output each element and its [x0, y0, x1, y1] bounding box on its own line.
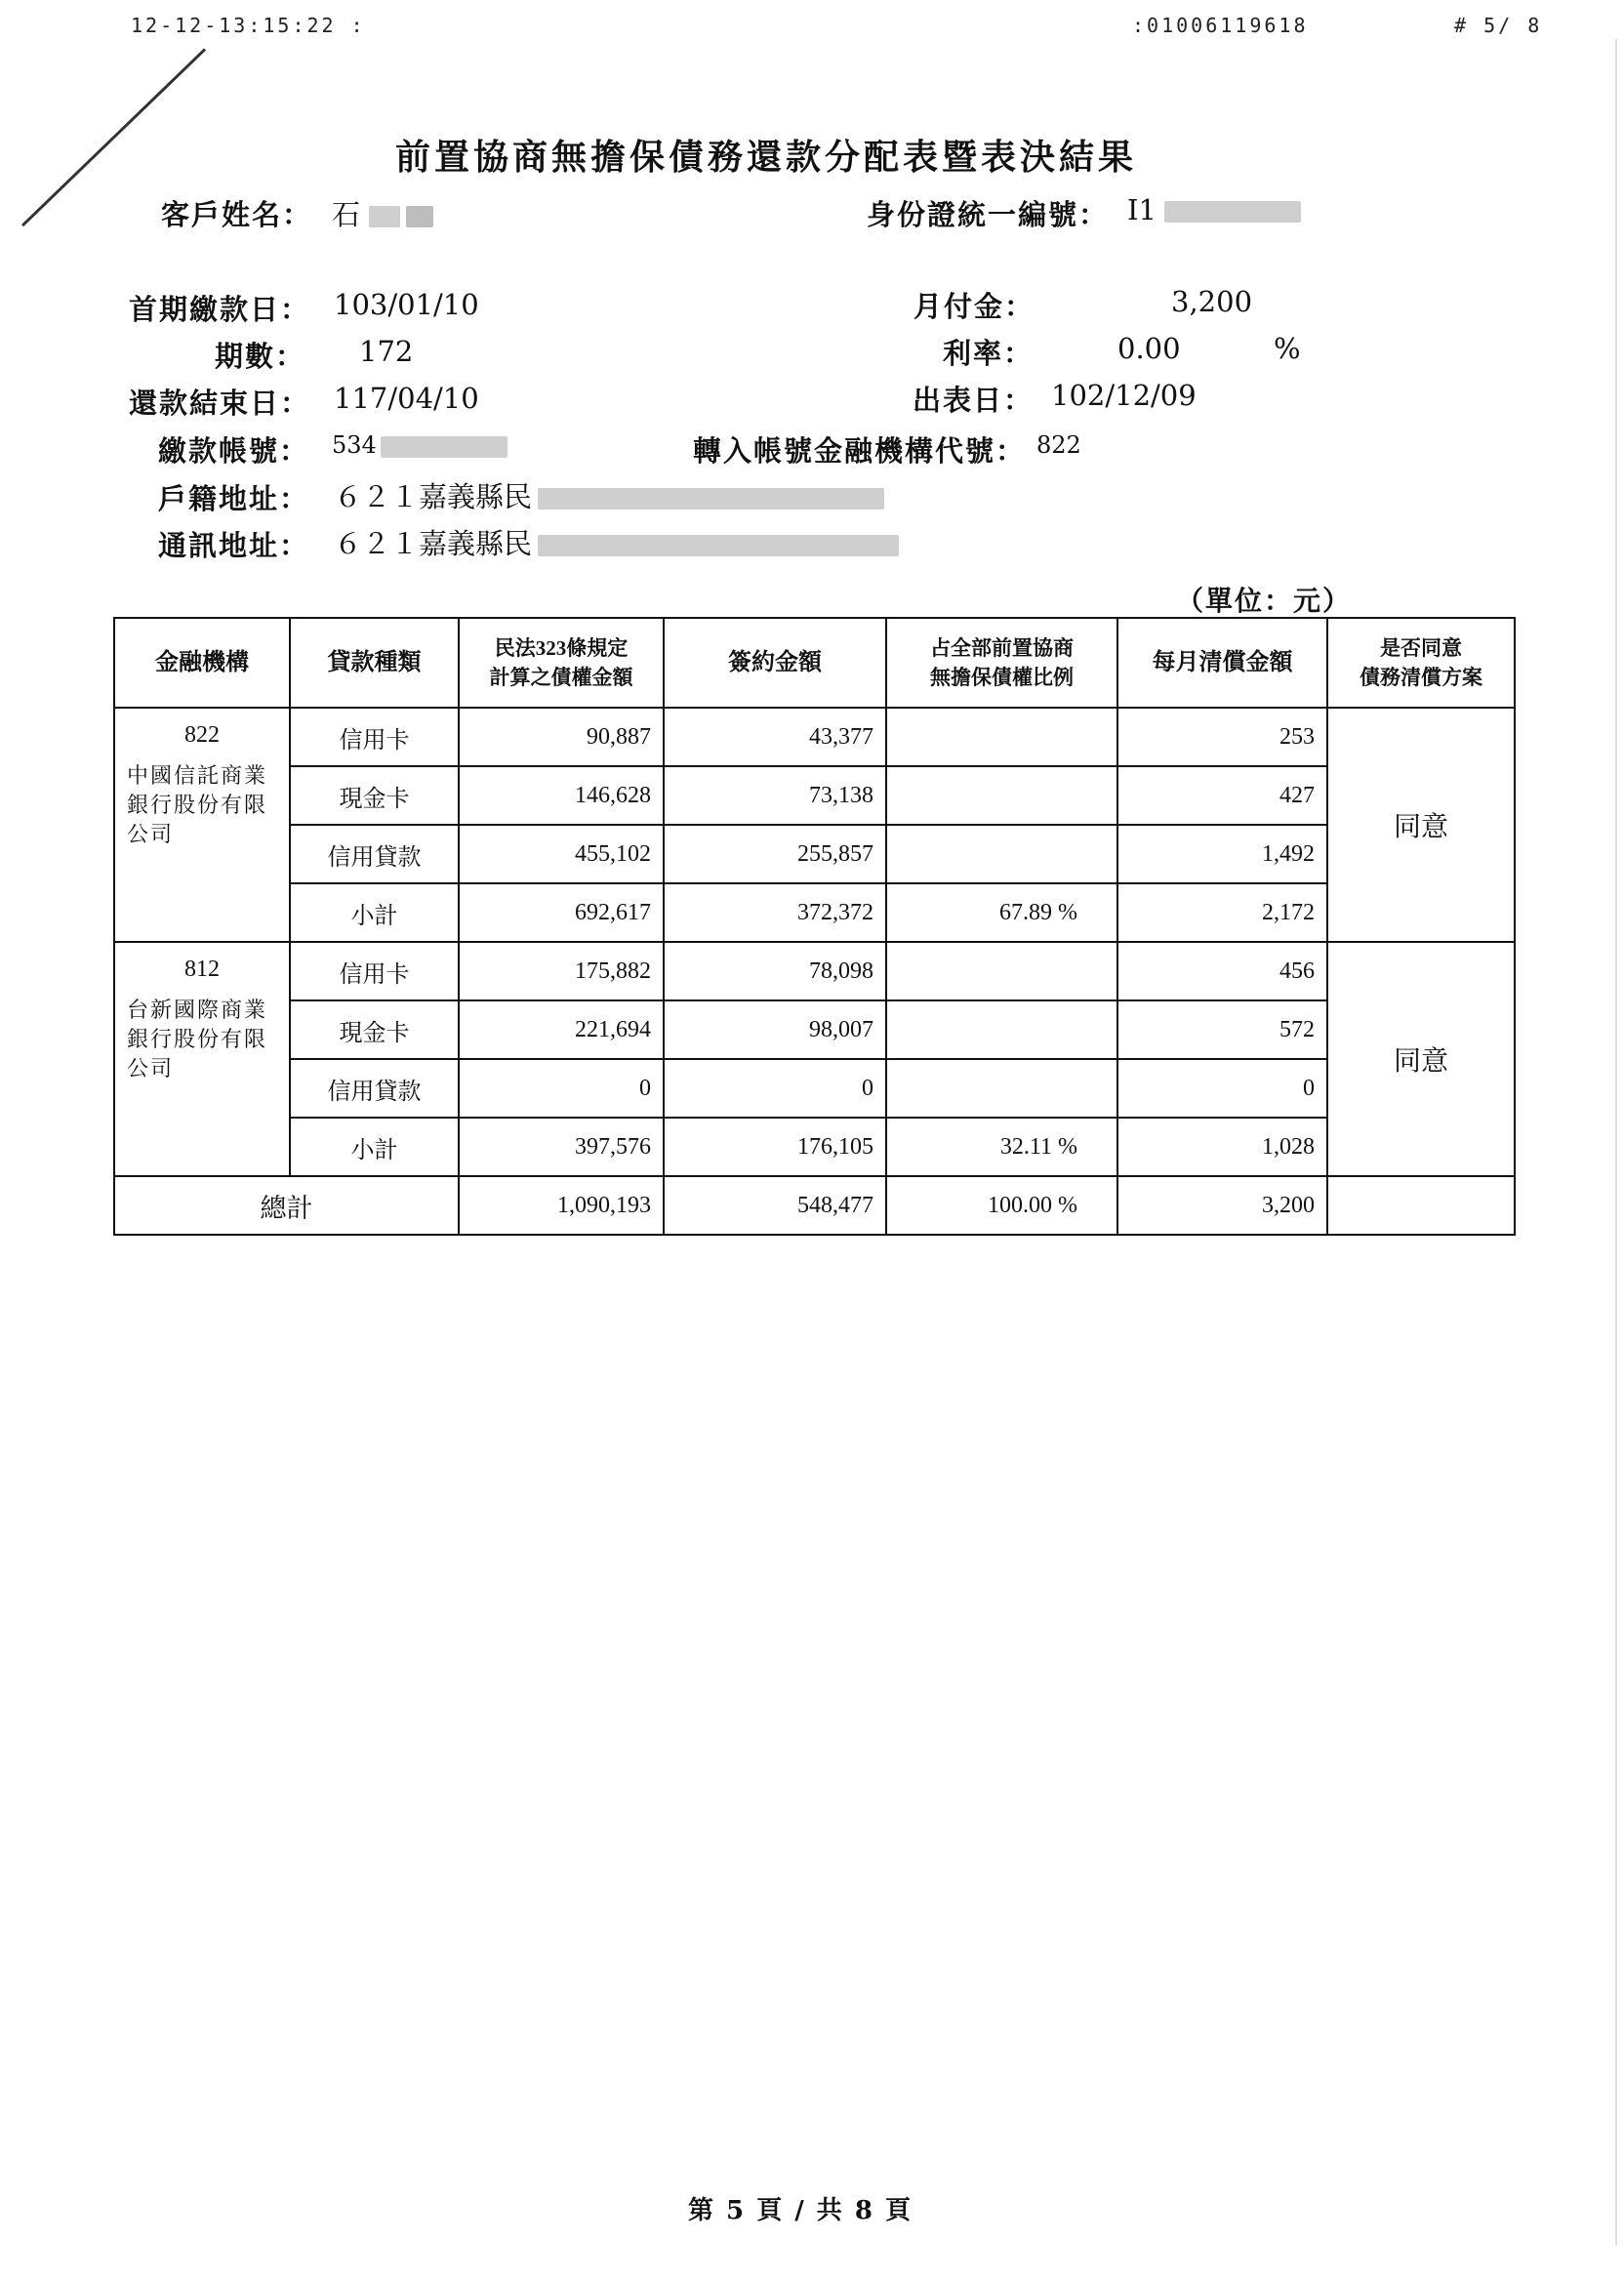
monthly-payment: 427: [1117, 766, 1327, 825]
document-title: 前置協商無擔保債務還款分配表暨表決結果: [395, 137, 1138, 178]
table-row: [114, 1000, 1515, 1059]
header-loan-type: 貸款種類: [290, 618, 459, 708]
monthly-payment: 0: [1117, 1059, 1327, 1118]
rate: 0.00: [1117, 332, 1181, 365]
total-claim-amount: 1,090,193: [459, 1176, 664, 1235]
ratio: [886, 708, 1117, 766]
total-ratio: 100.00 %: [886, 1176, 1117, 1235]
table-row: [114, 708, 1515, 766]
bank-code: 822: [1036, 431, 1081, 459]
end-date-label: 還款結束日：: [129, 387, 311, 420]
claim-amount: 175,882: [459, 942, 664, 1000]
monthly-payment: 1,028: [1117, 1118, 1327, 1176]
monthly-payment: 572: [1117, 1000, 1327, 1059]
monthly-payment: 2,172: [1117, 883, 1327, 942]
loan-type: 小計: [290, 883, 459, 942]
first-payment-date: 103/01/10: [334, 288, 479, 321]
ratio: [886, 766, 1117, 825]
claim-amount: 692,617: [459, 883, 664, 942]
institution-code: 812: [184, 957, 220, 982]
loan-type: 現金卡: [290, 766, 459, 825]
customer-name: 石: [332, 193, 433, 233]
scan-edge: [1615, 39, 1617, 2245]
loan-type: 現金卡: [290, 1000, 459, 1059]
table-row: [114, 1059, 1515, 1118]
contract-amount: 98,007: [664, 1000, 886, 1059]
id-number: I1: [1127, 193, 1301, 226]
header-ratio: 占全部前置協商 無擔保債權比例: [886, 618, 1117, 708]
claim-amount: 397,576: [459, 1118, 664, 1176]
ratio: 32.11 %: [886, 1118, 1117, 1176]
first-payment-label: 首期繳款日：: [129, 293, 311, 326]
ratio: [886, 825, 1117, 883]
page-footer: 第 5 頁 / 共 8 頁: [688, 2196, 913, 2225]
mailing-address-label: 通訊地址：: [158, 529, 310, 562]
monthly-label: 月付金：: [914, 290, 1035, 323]
redaction: [406, 206, 433, 227]
institution-code: 822: [184, 722, 220, 748]
total-label: 總計: [114, 1176, 459, 1235]
table-header-row: [114, 618, 1515, 708]
ratio: [886, 1000, 1117, 1059]
table-row-subtotal: [114, 1118, 1515, 1176]
periods-label: 期數：: [215, 340, 306, 373]
claim-amount: 0: [459, 1059, 664, 1118]
ratio: [886, 1059, 1117, 1118]
loan-type: 信用貸款: [290, 1059, 459, 1118]
institution-name: 中國信託商業銀行股份有限公司: [127, 763, 268, 846]
ratio: 67.89 %: [886, 883, 1117, 942]
unit-note: （單位：元）: [1176, 585, 1353, 617]
bank-code-label: 轉入帳號金融機構代號：: [693, 434, 1027, 468]
issue-date: 102/12/09: [1051, 379, 1197, 412]
header-claim-amount: 民法323條規定 計算之債權金額: [459, 618, 664, 708]
monthly-payment: 253: [1117, 708, 1327, 766]
contract-amount: 176,105: [664, 1118, 886, 1176]
periods: 172: [359, 335, 414, 368]
claim-amount: 455,102: [459, 825, 664, 883]
monthly-payment: 1,492: [1117, 825, 1327, 883]
table-row-total: [114, 1176, 1515, 1235]
contract-amount: 255,857: [664, 825, 886, 883]
institution-cell: [114, 708, 290, 942]
header-agree: 是否同意 債務清償方案: [1327, 618, 1515, 708]
fax-page: # 5/ 8: [1454, 14, 1543, 37]
loan-type: 信用卡: [290, 942, 459, 1000]
account-number: 534: [332, 431, 508, 459]
issue-date-label: 出表日：: [913, 384, 1035, 417]
registered-address: ６２１嘉義縣民: [334, 475, 884, 515]
contract-amount: 372,372: [664, 883, 886, 942]
contract-amount: 0: [664, 1059, 886, 1118]
table-row: [114, 766, 1515, 825]
id-label: 身份證統一編號：: [867, 198, 1110, 231]
redaction: [381, 436, 508, 458]
mailing-address: ６２１嘉義縣民: [334, 522, 899, 562]
contract-amount: 78,098: [664, 942, 886, 1000]
loan-type: 信用卡: [290, 708, 459, 766]
institution-cell: [114, 942, 290, 1176]
rate-label: 利率：: [943, 337, 1035, 370]
repayment-table: [113, 617, 1516, 1236]
table-row-subtotal: [114, 883, 1515, 942]
header-institution: 金融機構: [114, 618, 290, 708]
total-agree-empty: [1327, 1176, 1515, 1235]
contract-amount: 73,138: [664, 766, 886, 825]
claim-amount: 90,887: [459, 708, 664, 766]
total-contract-amount: 548,477: [664, 1176, 886, 1235]
table-row: [114, 825, 1515, 883]
institution-name: 台新國際商業銀行股份有限公司: [127, 998, 268, 1080]
redaction: [1164, 201, 1301, 223]
agree-status: 同意: [1327, 942, 1515, 1176]
loan-type: 信用貸款: [290, 825, 459, 883]
agree-status: 同意: [1327, 708, 1515, 942]
fax-number: :01006119618: [1132, 14, 1309, 37]
registered-address-label: 戶籍地址：: [158, 482, 310, 515]
rate-unit: %: [1274, 332, 1301, 365]
total-monthly-payment: 3,200: [1117, 1176, 1327, 1235]
contract-amount: 43,377: [664, 708, 886, 766]
fax-timestamp: 12-12-13:15:22 :: [131, 14, 366, 37]
monthly-amount: 3,200: [1171, 285, 1253, 318]
ratio: [886, 942, 1117, 1000]
end-date: 117/04/10: [334, 382, 479, 415]
monthly-payment: 456: [1117, 942, 1327, 1000]
table-row: [114, 942, 1515, 1000]
claim-amount: 221,694: [459, 1000, 664, 1059]
claim-amount: 146,628: [459, 766, 664, 825]
header-contract-amount: 簽約金額: [664, 618, 886, 708]
header-monthly-payment: 每月清償金額: [1117, 618, 1327, 708]
redaction: [369, 206, 400, 227]
redaction: [538, 535, 899, 556]
loan-type: 小計: [290, 1118, 459, 1176]
redaction: [538, 488, 884, 510]
account-label: 繳款帳號：: [158, 434, 310, 468]
customer-name-label: 客戶姓名：: [161, 198, 313, 231]
